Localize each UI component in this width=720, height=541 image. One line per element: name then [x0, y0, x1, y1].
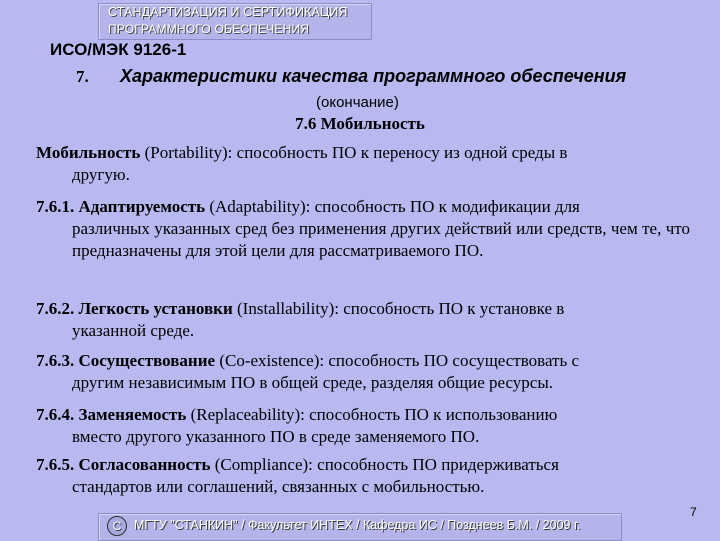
section-title: Характеристики качества программного обеспечения: [120, 66, 627, 86]
definition-start: (Co-existence): способность ПО сосуществовать с: [215, 351, 580, 370]
term: Мобильность: [36, 143, 141, 162]
header-line-2: ПРОГРАММНОГО ОБЕСПЕЧЕНИЯ: [108, 22, 310, 36]
term: 7.6.1. Адаптируемость: [36, 197, 206, 216]
definition-start: (Installability): способность ПО к установке в: [232, 299, 565, 318]
definition-rest: другим независимым ПО в общей среде, разделяя общие ресурсы.: [72, 373, 554, 392]
header-line-1: СТАНДАРТИЗАЦИЯ И СЕРТИФИКАЦИЯ: [108, 5, 348, 19]
definition-rest: различных указанных сред без применения других действий или средств, чем те, что предназначены для этой цели для рассматриваемого ПО.: [72, 219, 690, 260]
footer-text: МГТУ "СТАНКИН" / Факультет ИНТЕХ / Кафедра ИС / Позднеев Б.М. / 2009 г.: [134, 518, 581, 532]
paragraph-compliance: [36, 454, 690, 498]
paragraph-installability: [36, 298, 690, 342]
page-number: 7: [690, 505, 697, 519]
term: 7.6.3. Сосуществование: [36, 351, 216, 370]
standard-title: ИСО/МЭК 9126-1: [50, 40, 187, 59]
definition-rest: вместо другого указанного ПО в среде заменяемого ПО.: [72, 427, 480, 446]
section-number: 7.: [76, 67, 89, 86]
definition-start: (Portability): способность ПО к переносу из одной среды в: [140, 143, 568, 162]
term: 7.6.2. Легкость установки: [36, 299, 233, 318]
subsection-heading: 7.6 Мобильность: [295, 114, 425, 133]
paragraph-replaceability: [36, 404, 690, 448]
term: 7.6.5. Согласованность: [36, 455, 211, 474]
paragraph-adaptability: [36, 196, 690, 262]
definition-rest: указанной среде.: [72, 321, 195, 340]
paragraph-portability: [36, 142, 690, 186]
section-subtitle: (окончание): [316, 94, 399, 111]
definition-start: (Adaptability): способность ПО к модификации для: [205, 197, 580, 216]
definition-start: (Compliance): способность ПО придерживаться: [210, 455, 559, 474]
copyright-icon: C: [107, 516, 127, 536]
definition-rest: стандартов или соглашений, связанных с мобильностью.: [72, 477, 485, 496]
definition-start: (Replaceability): способность ПО к использованию: [186, 405, 558, 424]
definition-rest: другую.: [72, 165, 130, 184]
paragraph-coexistence: [36, 350, 690, 394]
term: 7.6.4. Заменяемость: [36, 405, 187, 424]
